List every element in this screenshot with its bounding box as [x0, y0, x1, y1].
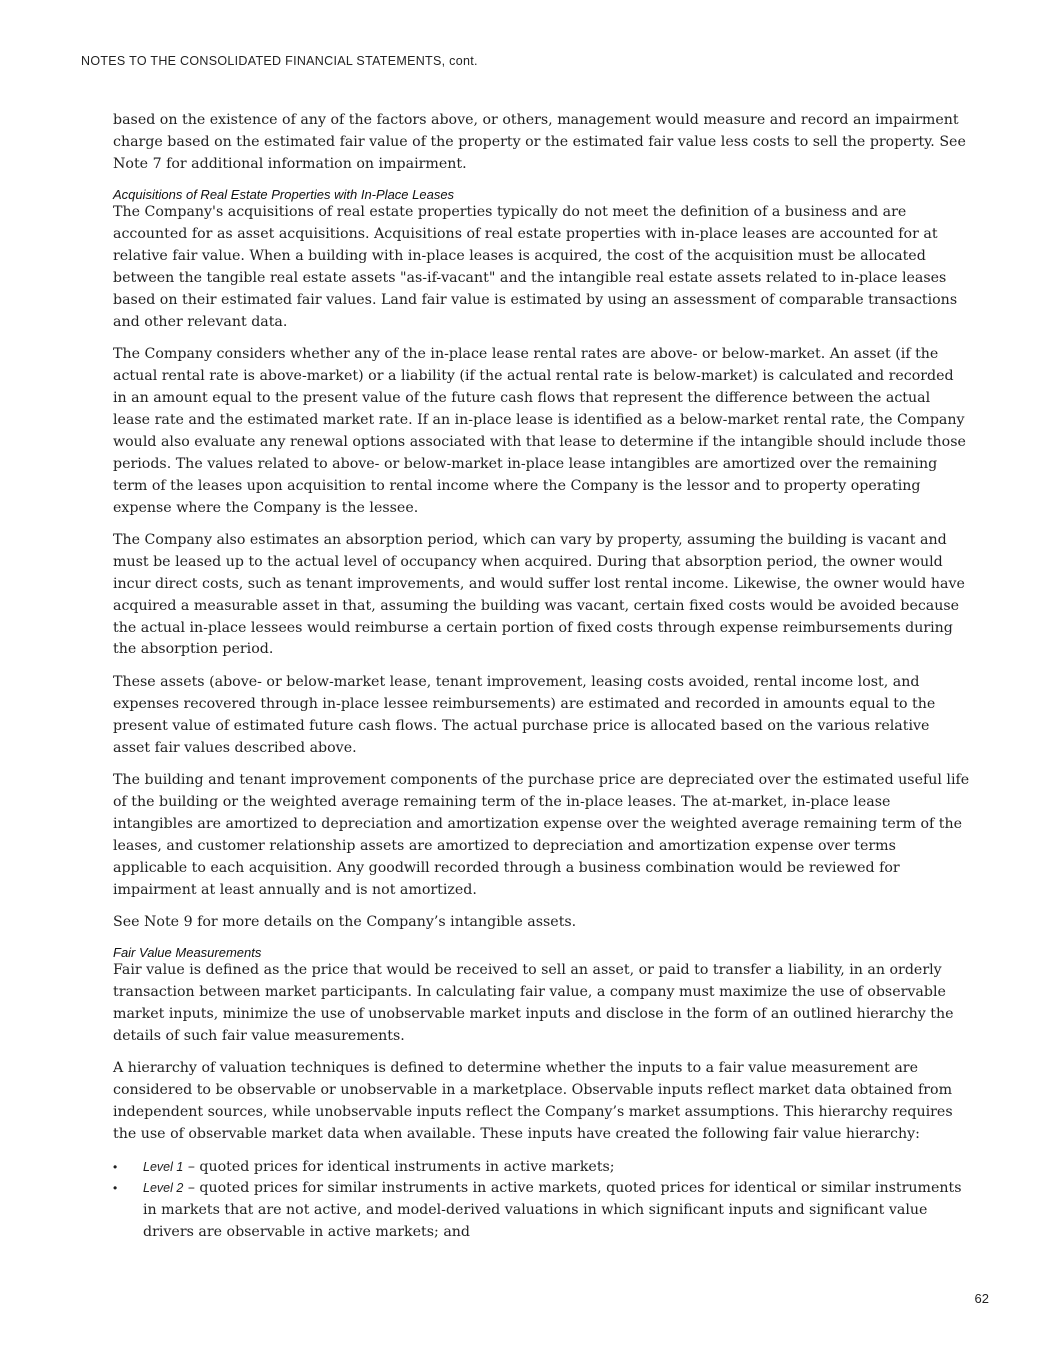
paragraph-depreciation: The building and tenant improvement components of the purchase price are depreciated over the estimated useful life of the building or the weighted average remaining term of the in-place leases. The at-market, in-place lease intangibles are amortized to depreciation and amortization expense over the weighted average remaining term of the leases, and customer relationship assets are amortized to depreciation and amortization expense over terms applicable to each acquisition. Any goodwill recorded through a business combination would be reviewed for impairment at least annually and is not amortized. [113, 771, 970, 898]
level-label: Level 2 [143, 1181, 184, 1196]
section-heading-fair-value: Fair Value Measurements [113, 945, 262, 961]
level-description: – quoted prices for similar instruments in active markets, quoted prices for identical or similar instruments in markets that are not active, and model-derived valuations in which significant inputs and significant value drivers are observable in active markets; and [143, 1180, 962, 1241]
paragraph-assets-recorded: These assets (above- or below-market lease, tenant improvement, leasing costs avoided, rental income lost, and expenses recovered through in-place lessee reimbursements) are estimated and recorded in amounts equal to the present value of estimated future cash flows. The actual purchase price is allocated based on the various relative asset fair values described above. [113, 673, 936, 756]
page-header-title: NOTES TO THE CONSOLIDATED FINANCIAL STATEMENTS, cont. [81, 54, 478, 68]
paragraph-acquisitions-intro: The Company's acquisitions of real estate properties typically do not meet the definition of a business and are accounted for as asset acquisitions. Acquisitions of real estate properties with in-place leases are accounted for at relative fair value. When a building with in-place leases is acquired, the cost of the acquisition must be allocated between the tangible real estate assets "as-if-vacant" and the intangible real estate assets related to in-place leases based on their estimated fair values. Land fair value is estimated by using an assessment of comparable transactions and other relevant data. [113, 204, 958, 330]
paragraph-absorption-period: The Company also estimates an absorption period, which can vary by property, assuming the building is vacant and must be leased up to the actual level of occupancy when acquired. During that absorption period, the owner would incur direct costs, such as tenant improvements, and would suffer lost rental income. Likewise, the owner would have acquired a measurable asset in that, assuming the building was vacant, certain fixed costs would be avoided because the actual in-place lessees would reimburse a certain portion of fixed costs through expense reimbursements during the absorption period. [113, 531, 965, 658]
level-description: – quoted prices for identical instruments in active markets; [183, 1158, 615, 1175]
paragraph-fair-value-definition: Fair value is defined as the price that would be received to sell an asset, or paid to transfer a liability, in an orderly transaction between market participants. In calculating fair value, a company must maximize the use of observable market inputs, minimize the use of unobservable market inputs and disclose in the form of an outlined hierarchy the details of such fair value measurements. [113, 962, 954, 1045]
level-label: Level 1 [143, 1159, 184, 1174]
paragraph-impairment-continued: based on the existence of any of the factors above, or others, management would measure and record an impairment charge based on the estimated fair value of the property or the estimated fair value less costs to sell the property. See Note 7 for additional information on impairment. [113, 112, 966, 172]
document-body [113, 110, 971, 1244]
list-item [113, 1157, 971, 1179]
list-item [113, 1178, 971, 1244]
section-heading-acquisitions: Acquisitions of Real Estate Properties with In-Place Leases [113, 187, 455, 203]
fair-value-hierarchy-list [113, 1157, 971, 1245]
page-number: 62 [974, 1291, 989, 1306]
paragraph-above-below-market: The Company considers whether any of the in-place lease rental rates are above- or below-market. An asset (if the actual rental rate is above-market) or a liability (if the actual rental rate is below-market) is calculated and recorded in an amount equal to the present value of the future cash flows that represent the difference between the actual lease rate and the estimated market rate. If an in-place lease is identified as a below-market rental rate, the Company would also evaluate any renewal options associated with that lease to determine if the intangible should include those periods. The values related to above- or below-market in-place lease intangibles are amortized over the remaining term of the leases upon acquisition to rental income where the Company is the lessor and to property operating expense where the Company is the lessee. [113, 346, 966, 516]
paragraph-see-note-9: See Note 9 for more details on the Company’s intangible assets. [113, 913, 577, 930]
paragraph-valuation-hierarchy: A hierarchy of valuation techniques is defined to determine whether the inputs to a fair value measurement are considered to be observable or unobservable in a marketplace. Observable inputs reflect market data obtained from independent sources, while unobservable inputs reflect the Company’s market assumptions. This hierarchy requires the use of observable market data when available. These inputs have created the following fair value hierarchy: [113, 1060, 953, 1143]
bullet-icon: • [113, 1159, 118, 1174]
bullet-icon: • [113, 1181, 118, 1196]
